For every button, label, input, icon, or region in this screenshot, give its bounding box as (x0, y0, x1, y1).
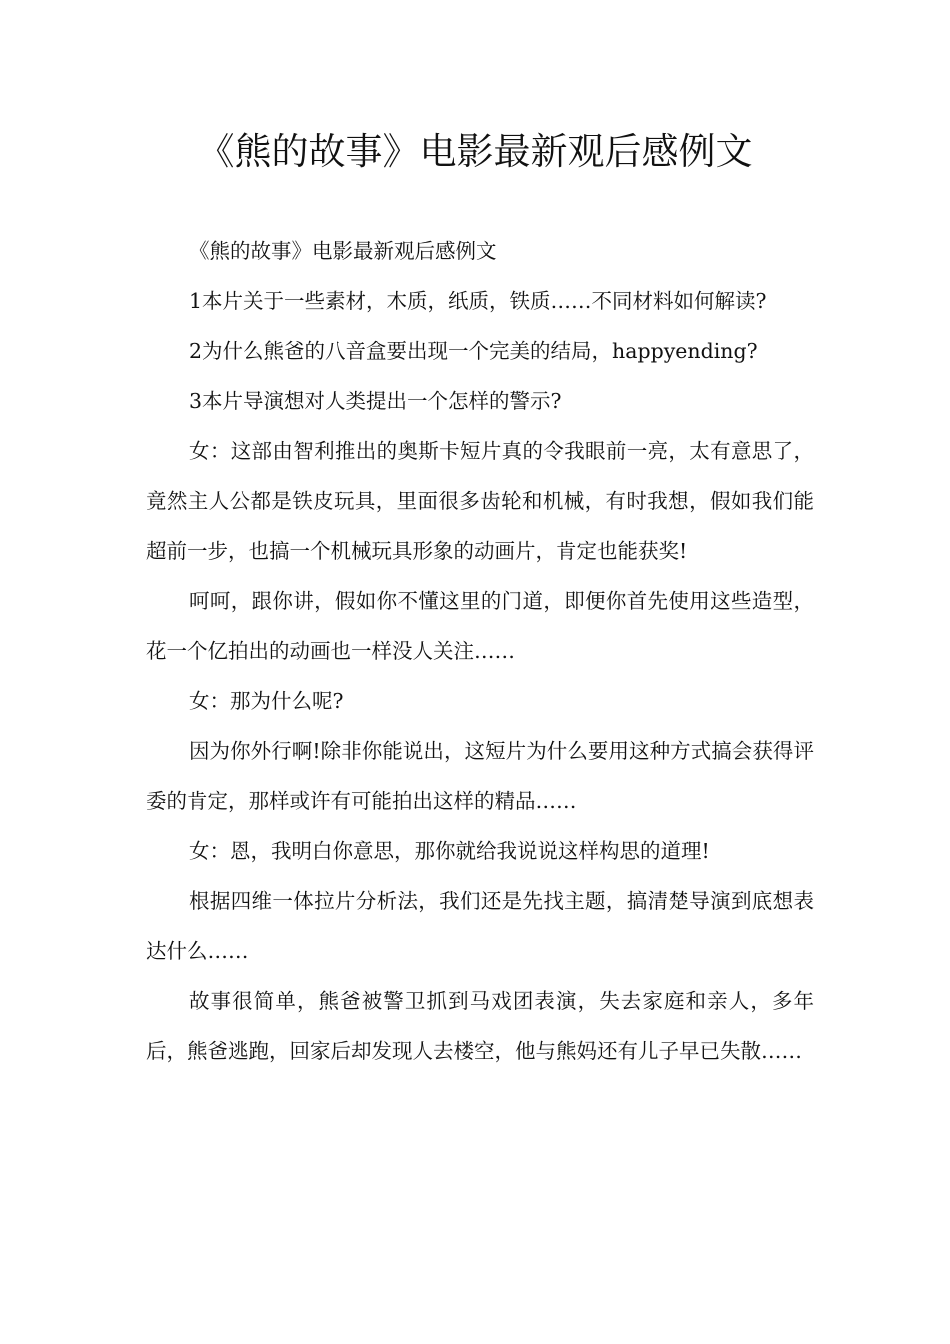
paragraph-story: 故事很简单，熊爸被警卫抓到马戏团表演，失去家庭和亲人，多年后，熊爸逃跑，回家后却发现人去楼空，他与熊妈还有儿子早已失散…… (146, 989, 814, 1063)
document-body (146, 226, 814, 1076)
document-title: 《熊的故事》电影最新观后感例文 (197, 130, 753, 173)
paragraph-question-2: 2为什么熊爸的八音盒要出现一个完美的结局，happyending? (189, 339, 758, 363)
paragraph-question-1: 1本片关于一些素材，木质，纸质，铁质……不同材料如何解读? (189, 289, 767, 313)
paragraph-question-3: 3本片导演想对人类提出一个怎样的警示? (189, 389, 562, 413)
paragraph-subtitle: 《熊的故事》电影最新观后感例文 (189, 239, 497, 263)
paragraph-dialogue-2: 呵呵，跟你讲，假如你不懂这里的门道，即便你首先使用这些造型，花一个亿拍出的动画也一样没人关注…… (146, 589, 814, 663)
paragraph-dialogue-3: 女：那为什么呢? (189, 689, 344, 713)
paragraph-analysis: 根据四维一体拉片分析法，我们还是先找主题，搞清楚导演到底想表达什么…… (146, 889, 814, 963)
paragraph-dialogue-5: 女：恩，我明白你意思，那你就给我说说这样构思的道理! (189, 839, 710, 863)
paragraph-dialogue-4: 因为你外行啊!除非你能说出，这短片为什么要用这种方式搞会获得评委的肯定，那样或许有可能拍出这样的精品…… (146, 739, 814, 813)
paragraph-dialogue-1: 女：这部由智利推出的奥斯卡短片真的令我眼前一亮，太有意思了，竟然主人公都是铁皮玩具，里面很多齿轮和机械，有时我想，假如我们能超前一步，也搞一个机械玩具形象的动画片，肯定也能获奖! (146, 439, 814, 563)
